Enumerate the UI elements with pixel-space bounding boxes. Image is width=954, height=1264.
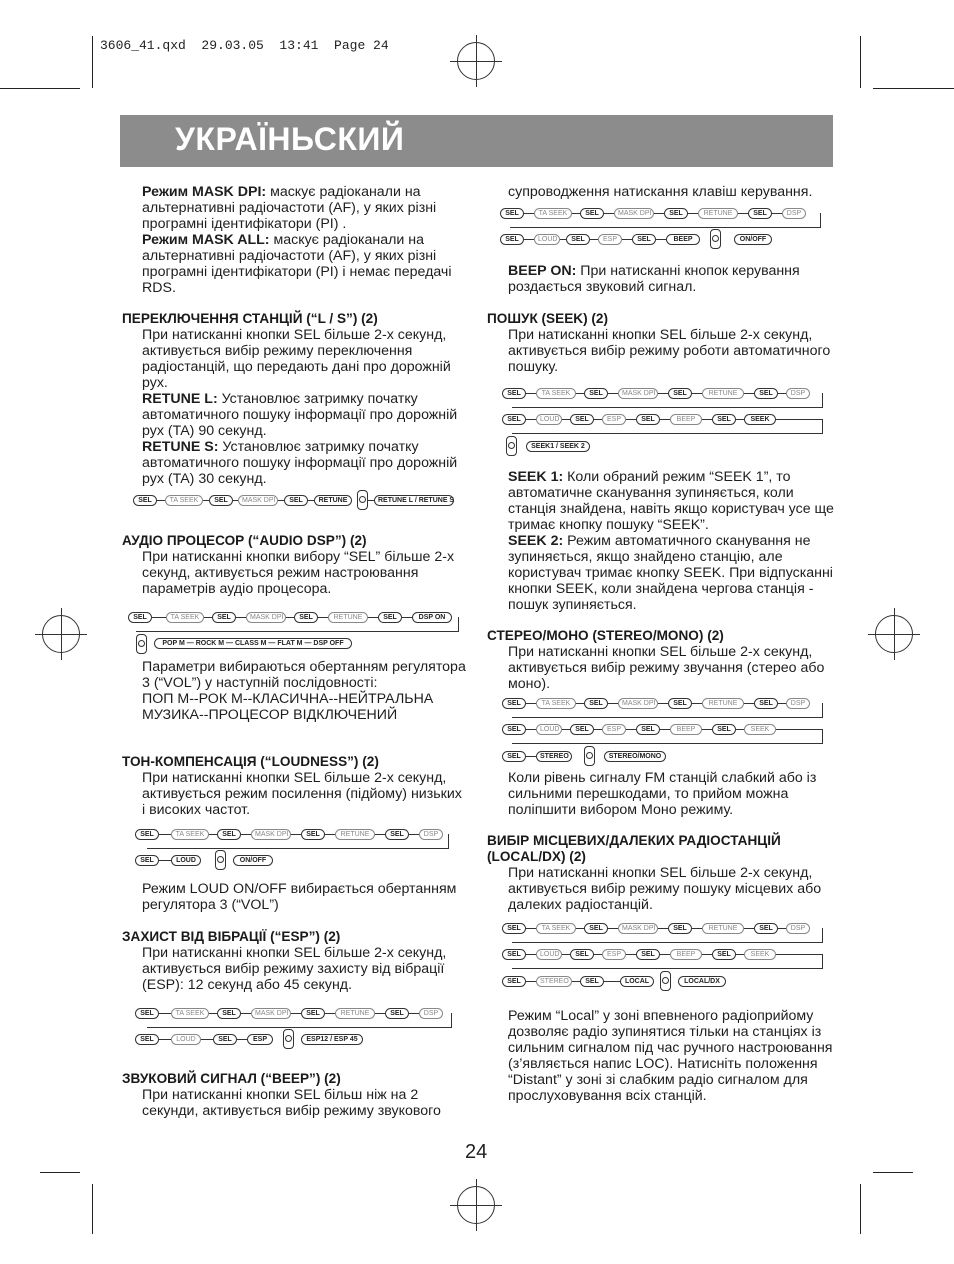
vol-knob-icon (584, 746, 595, 766)
crop-mark (873, 1172, 913, 1173)
arrow (526, 928, 536, 929)
arrow (692, 703, 702, 704)
beep-pill: BEEP (666, 234, 700, 245)
loud-pill: LOUD (536, 724, 562, 735)
sel-pill: SEL (584, 388, 608, 399)
arrow (572, 213, 580, 214)
local-text: При натисканні кнопки SEL більше 2-х секунд, активується вибір режиму пошуку місцевих або далеких радіостанцій. (508, 865, 822, 913)
sel-pill: SEL (636, 949, 660, 960)
sel-pill: SEL (754, 923, 778, 934)
arrow (626, 954, 636, 955)
arrow (608, 703, 618, 704)
arrow (241, 1013, 251, 1014)
arrow (204, 617, 212, 618)
sel-pill: SEL (580, 208, 604, 219)
arrow (658, 393, 668, 394)
beep-pill: BEEP (670, 724, 702, 735)
sel-pill: SEL (301, 829, 325, 840)
local-dx-pill: LOCAL/DX (678, 976, 726, 987)
vol-knob-icon (357, 490, 368, 510)
crop-mark (860, 36, 861, 88)
sel-pill: SEL (500, 234, 524, 245)
seek-pill: SEEK (744, 414, 776, 425)
dsp-pill: DSP (786, 698, 810, 709)
crop-mark (92, 36, 93, 88)
arrow (526, 981, 536, 982)
retune-pill: RETUNE (702, 388, 744, 399)
vol-knob-icon (506, 436, 517, 456)
arrow (692, 928, 702, 929)
sel-pill: SEL (133, 495, 157, 506)
arrow (526, 393, 536, 394)
sel-pill: SEL (135, 829, 159, 840)
arrow (702, 729, 712, 730)
seek-values-pill: SEEK1 / SEEK 2 (526, 441, 590, 452)
local-pill: LOCAL (620, 976, 654, 987)
arrow (409, 834, 419, 835)
arrow (136, 631, 459, 632)
arrow (608, 393, 618, 394)
seek2-text: Режим автоматичного сканування не зупиняється, якщо знайдено станцію, але користувач тримає кнопку SEEK. При відпусканні кнопки SEEK, коли знайдена чергова станція - пошук зупиняється. (508, 533, 833, 613)
dsp-after (142, 659, 467, 723)
sel-pill: SEL (135, 855, 159, 866)
seek-pill: SEEK (744, 724, 776, 735)
arrow (512, 407, 823, 408)
ta-seek-pill: TA SEEK (171, 829, 209, 840)
crop-mark (0, 88, 80, 89)
arrow (626, 729, 636, 730)
arrow (772, 213, 782, 214)
sel-pill: SEL (584, 923, 608, 934)
retune-l-text: Установлює затримку початку автоматичного пошуку інформації про дорожній рух (TA) 90 секунд. (142, 391, 458, 439)
dsp-pill: DSP (782, 208, 806, 219)
dsp-pill: DSP (786, 388, 810, 399)
arrow (241, 834, 251, 835)
sel-pill: SEL (301, 1008, 325, 1019)
sel-pill: SEL (502, 751, 526, 762)
dsp-heading: АУДІО ПРОЦЕСОР (“AUDIO DSP”) (2) (122, 533, 367, 548)
arrow (702, 954, 712, 955)
ta-seek-pill: TA SEEK (166, 612, 204, 623)
sel-pill: SEL (748, 208, 772, 219)
arrow (159, 860, 171, 861)
beep-on (508, 263, 838, 295)
loud-diagram (135, 827, 455, 871)
ta-seek-pill: TA SEEK (171, 1008, 209, 1019)
ta-seek-pill: TA SEEK (536, 388, 576, 399)
esp-pill: ESP (247, 1034, 273, 1045)
page-title: УКРАЇНЬСКИЙ (175, 121, 405, 157)
ls-text: При натисканні кнопки SEL більше 2-х секунд, активується вибір режиму переключення радіостанцій, що передають дані про дорожній рух. (142, 327, 451, 391)
arrow (375, 1013, 385, 1014)
loud-after: Режим LOUD ON/OFF вибирається обертанням регулятора 3 (“VOL”) (142, 881, 457, 913)
sel-pill: SEL (712, 414, 736, 425)
sel-pill: SEL (632, 234, 656, 245)
arrow (576, 703, 584, 704)
dsp-sequence-pill: POP M — ROCK M — CLASS M — FLAT M — DSP OFF (154, 638, 352, 649)
arrow (738, 213, 748, 214)
arrow (576, 928, 584, 929)
arrow (744, 703, 754, 704)
arrow (562, 729, 570, 730)
arrow (209, 834, 217, 835)
sel-pill: SEL (135, 1034, 159, 1045)
crop-mark (92, 1184, 93, 1234)
arrow (656, 239, 666, 240)
esp-pill: ESP (602, 414, 626, 425)
arrow (608, 928, 618, 929)
sel-pill: SEL (566, 234, 590, 245)
arrow (159, 1039, 171, 1040)
arrow (524, 239, 534, 240)
retune-pill: RETUNE (702, 698, 744, 709)
sel-pill: SEL (128, 612, 152, 623)
sel-pill: SEL (636, 724, 660, 735)
local-diagram (502, 921, 832, 991)
sel-pill: SEL (500, 208, 524, 219)
mask-dpi-label: Режим MASK DPI: (142, 184, 267, 200)
mask-dpi-text: маскує радіоканали на альтернативні радіочастоти (AF), у яких різні програмні ідентифікатори (PI) . (142, 184, 437, 232)
sel-pill: SEL (570, 724, 594, 735)
seek-heading: ПОШУК (SEEK) (2) (487, 311, 608, 326)
beep-diagram (500, 206, 830, 250)
ta-seek-pill: TA SEEK (534, 208, 572, 219)
ls-heading: ПЕРЕКЛЮЧЕННЯ СТАНЦІЙ (“L / S”) (2) (122, 311, 378, 326)
registration-mark (457, 1186, 495, 1224)
stereo-diagram (502, 696, 832, 766)
sel-pill: SEL (385, 1008, 409, 1019)
connector (820, 213, 821, 227)
sel-pill: SEL (209, 495, 233, 506)
loud-pill: LOUD (534, 234, 560, 245)
connector (822, 729, 823, 743)
beep-pill: BEEP (670, 949, 702, 960)
sel-pill: SEL (378, 612, 402, 623)
arrow (744, 393, 754, 394)
loud-pill: LOUD (171, 855, 201, 866)
retune-s-label: RETUNE S: (142, 439, 219, 455)
crop-mark (860, 1184, 861, 1234)
arrow (626, 419, 636, 420)
arrow (778, 928, 786, 929)
arrow (594, 954, 602, 955)
arrow (209, 1013, 217, 1014)
stereo-pill: STEREO (536, 976, 572, 987)
stereo-pill: STEREO (536, 751, 572, 762)
vol-knob-icon (136, 634, 147, 654)
seek1-text: Коли обраний режим “SEEK 1”, то автоматичне сканування зупиняється, коли станція знайдена, навіть якщо користувач усе ще тримає кнопку пошуку “SEEK”. (508, 469, 834, 533)
local-after: Режим “Local” у зоні впевненого радіоприйому дозволяє радіо зупинятися тільки на станціях із сильним сигналом під час ручного настроювання (з’являється напис LOC). Натисніть положення “Distant” у зоні зі слабким радіо сигналом для прослуховування всіх станцій. (508, 1008, 833, 1104)
connector (822, 419, 823, 433)
connector (822, 928, 823, 942)
sel-pill: SEL (217, 1008, 241, 1019)
sel-pill: SEL (712, 949, 736, 960)
arrow (526, 756, 536, 757)
arrow (147, 848, 449, 849)
stereo-after: Коли рівень сигналу FM станцій слабкий або із сильними перешкодами, то прийом можна поліпшити вибором Моно режиму. (508, 770, 817, 818)
mask-dpi-pill: MASK DPI (238, 495, 278, 506)
arrow (512, 433, 823, 434)
esp-values-pill: ESP12 / ESP 45 (301, 1034, 363, 1045)
esp-heading: ЗАХИСТ ВІД ВІБРАЦІЇ (“ESP”) (2) (122, 929, 341, 944)
arrow (147, 1027, 452, 1028)
beep-on-text: При натисканні кнопок керування роздається звуковий сигнал. (508, 263, 800, 295)
connector (458, 617, 459, 631)
arrow (660, 419, 670, 420)
arrow (512, 968, 823, 969)
loud-pill: LOUD (171, 1034, 201, 1045)
arrow (594, 419, 602, 420)
vol-knob-icon (710, 229, 721, 249)
page-number: 24 (465, 1141, 488, 1163)
mask-dpi-pill: MASK DPI (251, 829, 291, 840)
arrow (286, 617, 294, 618)
retune-pill: RETUNE (335, 1008, 375, 1019)
esp-pill: ESP (602, 724, 626, 735)
beep-cont: супроводження натискання клавіш керування. (508, 184, 813, 200)
arrow (688, 213, 698, 214)
dsp-after-2: ПОП М--РОК М--КЛАСИЧНА--НЕЙТРАЛЬНА МУЗИКА--ПРОЦЕСОР ВІДКЛЮЧЕНИЙ (142, 691, 434, 723)
arrow (590, 239, 598, 240)
arrow (524, 213, 534, 214)
connector (448, 834, 449, 848)
arrow (512, 743, 823, 744)
beep-text: При натисканні кнопки SEL більш ніж на 2 секунди, активується вибір режиму звукового (142, 1087, 441, 1119)
dsp-pill: DSP (419, 829, 443, 840)
beep-on-label: BEEP ON: (508, 263, 577, 279)
arrow (236, 617, 246, 618)
loud-pill: LOUD (536, 949, 562, 960)
sel-pill: SEL (294, 612, 318, 623)
sel-pill: SEL (502, 724, 526, 735)
arrow (776, 954, 822, 955)
loud-pill: LOUD (536, 414, 562, 425)
arrow (409, 1013, 419, 1014)
ls-section (142, 327, 467, 487)
esp-text: При натисканні кнопки SEL більше 2-х секунд, активується вибір режиму захисту від вібрації (ESP): 12 секунд або 45 секунд. (142, 945, 447, 993)
arrow (658, 928, 668, 929)
arrow (402, 617, 412, 618)
arrow (658, 703, 668, 704)
ls-diagram (133, 493, 463, 523)
arrow (622, 239, 632, 240)
vol-knob-icon (283, 1029, 294, 1049)
arrow (325, 1013, 335, 1014)
sel-pill: SEL (668, 923, 692, 934)
local-heading (487, 833, 837, 865)
local-heading-2: (LOCAL/DX) (2) (487, 849, 586, 864)
arrow (654, 213, 664, 214)
arrow (572, 981, 580, 982)
ta-seek-pill: TA SEEK (536, 923, 576, 934)
arrow (159, 1013, 171, 1014)
arrow (562, 419, 570, 420)
seek1-label: SEEK 1: (508, 469, 564, 485)
sel-pill: SEL (668, 388, 692, 399)
arrow (512, 717, 823, 718)
arrow (604, 213, 614, 214)
stereo-mono-pill: STEREO/MONO (604, 751, 666, 762)
vol-knob-icon (215, 850, 226, 870)
sel-pill: SEL (636, 414, 660, 425)
seek-pill: SEEK (744, 949, 776, 960)
connector (822, 703, 823, 717)
retune-pill: RETUNE (328, 612, 368, 623)
arrow (526, 419, 536, 420)
stereo-text: При натисканні кнопки SEL більше 2-х секунд, активується вибір режиму звучання (стерео або моно). (508, 644, 825, 692)
arrow (576, 393, 584, 394)
crop-mark (873, 88, 954, 89)
registration-mark (875, 615, 913, 653)
arrow (152, 617, 166, 618)
dsp-pill: DSP (786, 923, 810, 934)
sel-pill: SEL (664, 208, 688, 219)
retune-ls-pill: RETUNE L / RETUNE S (374, 495, 454, 506)
retune-s-text: Установлює затримку початку автоматичного пошуку інформації про дорожній рух (TA) 30 секунд. (142, 439, 458, 487)
arrow (778, 393, 786, 394)
esp-pill: ESP (602, 949, 626, 960)
arrow (512, 942, 823, 943)
arrow (604, 981, 620, 982)
seek-text: При натисканні кнопки SEL більше 2-х секунд, активується вибір режиму роботи автоматичного пошуку. (508, 327, 831, 375)
arrow (776, 729, 822, 730)
arrow (325, 834, 335, 835)
mask-all-label: Режим MASK ALL: (142, 232, 270, 248)
sel-pill: SEL (213, 1034, 237, 1045)
stereo-heading: СТЕРЕО/МОНО (STEREO/MONO) (2) (487, 628, 724, 643)
vol-knob-icon (660, 971, 671, 991)
arrow (201, 1039, 213, 1040)
dsp-diagram (128, 610, 463, 654)
arrow (594, 729, 602, 730)
sel-pill: SEL (502, 949, 526, 960)
sel-pill: SEL (570, 949, 594, 960)
loud-heading: ТОН-КОМПЕНСАЦІЯ (“LOUDNESS”) (2) (122, 754, 379, 769)
seek-modes (508, 469, 838, 613)
arrow (526, 729, 536, 730)
sel-pill: SEL (502, 698, 526, 709)
arrow (660, 954, 670, 955)
file-header: 3606_41.qxd 29.03.05 13:41 Page 24 (100, 38, 389, 53)
sel-pill: SEL (502, 976, 526, 987)
dsp-pill: DSP (419, 1008, 443, 1019)
connector (451, 1013, 452, 1027)
sel-pill: SEL (570, 414, 594, 425)
mask-section (142, 184, 467, 296)
sel-pill: SEL (668, 698, 692, 709)
sel-pill: SEL (502, 388, 526, 399)
ta-seek-pill: TA SEEK (536, 698, 576, 709)
connector (822, 393, 823, 407)
connector (822, 954, 823, 968)
sel-pill: SEL (502, 923, 526, 934)
dsp-on-pill: DSP ON (412, 612, 452, 623)
esp-diagram (135, 1006, 455, 1050)
arrow (291, 1013, 301, 1014)
arrow (778, 703, 786, 704)
arrow (318, 617, 328, 618)
mask-dpi-pill: MASK DPI (246, 612, 286, 623)
arrow (510, 227, 821, 228)
sel-pill: SEL (754, 388, 778, 399)
arrow (157, 500, 165, 501)
arrow (368, 617, 378, 618)
sel-pill: SEL (584, 698, 608, 709)
retune-pill: RETUNE (698, 208, 738, 219)
loud-text: При натисканні кнопки SEL більше 2-х секунд, активується режим посилення (підйому) низьких і високих частот. (142, 770, 462, 818)
arrow (702, 419, 712, 420)
sel-pill: SEL (502, 414, 526, 425)
sel-pill: SEL (754, 698, 778, 709)
dsp-after-1: Параметри вибираються обертанням регулятора 3 (“VOL”) у наступній послідовності: (142, 659, 466, 691)
arrow (736, 419, 744, 420)
arrow (291, 834, 301, 835)
retune-l-label: RETUNE L: (142, 391, 218, 407)
arrow (660, 729, 670, 730)
arrow (692, 393, 702, 394)
retune-pill: RETUNE (314, 495, 352, 506)
sel-pill: SEL (135, 1008, 159, 1019)
on-off-pill: ON/OFF (233, 855, 273, 866)
beep-heading: ЗВУКОВИЙ СИГНАЛ (“BEEP”) (2) (122, 1071, 341, 1086)
arrow (526, 703, 536, 704)
arrow (736, 954, 744, 955)
sel-pill: SEL (580, 976, 604, 987)
mask-dpi-pill: MASK DPI (618, 698, 658, 709)
on-off-pill: ON/OFF (734, 234, 772, 245)
beep-pill: BEEP (670, 414, 702, 425)
arrow (776, 419, 822, 420)
arrow (237, 1039, 247, 1040)
mask-dpi-pill: MASK DPI (618, 923, 658, 934)
arrow (375, 834, 385, 835)
arrow (562, 954, 570, 955)
sel-pill: SEL (385, 829, 409, 840)
arrow (744, 928, 754, 929)
retune-pill: RETUNE (702, 923, 744, 934)
ta-seek-pill: TA SEEK (165, 495, 203, 506)
registration-mark (457, 42, 495, 80)
local-heading-1: ВИБІР МІСЦЕВИХ/ДАЛЕКИХ РАДІОСТАНЦІЙ (487, 833, 781, 848)
mask-all-text: маскує радіоканали на альтернативні радіочастоти (AF), у яких різні програмні ідентифікатори (PI) і немає передачі RDS. (142, 232, 452, 296)
crop-mark (40, 1172, 80, 1173)
sel-pill: SEL (284, 495, 308, 506)
dsp-text: При натисканні кнопки вибору “SEL” більше 2-х секунд, активується режим настроювання параметрів аудіо процесора. (142, 549, 455, 597)
mask-dpi-pill: MASK DPI (614, 208, 654, 219)
arrow (159, 834, 171, 835)
esp-pill: ESP (598, 234, 622, 245)
arrow (526, 954, 536, 955)
mask-dpi-pill: MASK DPI (251, 1008, 291, 1019)
sel-pill: SEL (712, 724, 736, 735)
sel-pill: SEL (212, 612, 236, 623)
mask-dpi-pill: MASK DPI (618, 388, 658, 399)
sel-pill: SEL (217, 829, 241, 840)
seek2-label: SEEK 2: (508, 533, 564, 549)
registration-mark (42, 615, 80, 653)
seek-diagram (502, 386, 832, 456)
retune-pill: RETUNE (335, 829, 375, 840)
arrow (736, 729, 744, 730)
